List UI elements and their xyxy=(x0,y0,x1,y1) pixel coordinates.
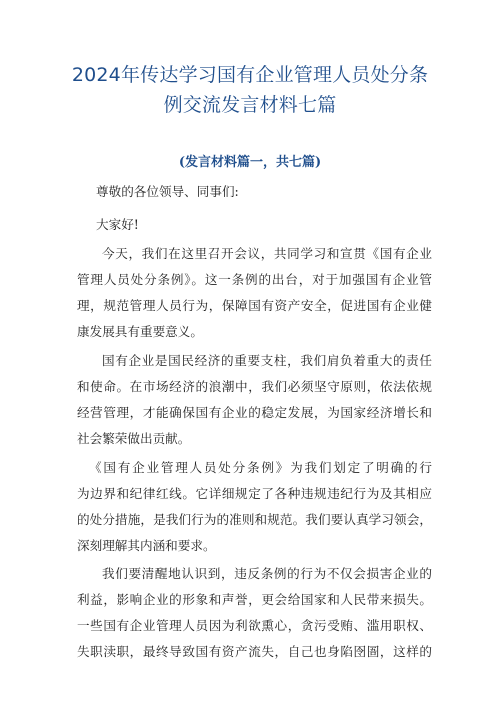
paragraph-line: 利益，影响企业的形象和声誉，更会给国家和人民带来损失。 xyxy=(77,592,432,607)
paragraph-line: 今天，我们在这里召开会议，共同学习和宣贯《国有企业 xyxy=(102,246,432,261)
paragraph-line: 和使命。在市场经济的浪潮中，我们必须坚守原则，依法依规 xyxy=(77,379,432,394)
title-line-1: 2024年传达学习国有企业管理人员处分条 xyxy=(71,64,429,86)
paragraph-line: 的处分措施，是我们行为的准则和规范。我们要认真学习领会， xyxy=(77,512,432,527)
title-line-2: 例交流发言材料七篇 xyxy=(163,94,337,116)
paragraph-line: 国有企业是国民经济的重要支柱，我们肩负着重大的责任 xyxy=(102,353,432,368)
paragraph-line: 经营管理，才能确保国有企业的稳定发展，为国家经济增长和 xyxy=(77,405,432,420)
paragraph-line: 康发展具有重要意义。 xyxy=(77,324,203,339)
paragraph-line: 社会繁荣做出贡献。 xyxy=(77,431,191,446)
paragraph-line: 管理人员处分条例》。这一条例的出台，对于加强国有企业管 xyxy=(77,272,432,287)
paragraph-line: 我们要清醒地认识到，违反条例的行为不仅会损害企业的 xyxy=(102,566,432,581)
paragraph-line: 深刻理解其内涵和要求。 xyxy=(77,538,216,553)
document-subtitle: (发言材料篇一，共七篇) xyxy=(178,155,322,170)
paragraph-line: 为边界和纪律红线。它详细规定了各种违规违纪行为及其相应 xyxy=(77,486,432,501)
greeting-line: 尊敬的各位领导、同事们: xyxy=(96,184,239,199)
paragraph-line: 一些国有企业管理人员因为利欲熏心，贪污受贿、滥用职权、 xyxy=(77,618,432,633)
paragraph-line: 《国有企业管理人员处分条例》为我们划定了明确的行 xyxy=(89,460,432,475)
document-title xyxy=(60,60,440,120)
paragraph-line: 失职渎职，最终导致国有资产流失，自己也身陷囹圄，这样的 xyxy=(77,644,432,659)
hello-line: 大家好! xyxy=(96,217,139,232)
paragraph-line: 理，规范管理人员行为，保障国有资产安全，促进国有企业健 xyxy=(77,298,432,313)
